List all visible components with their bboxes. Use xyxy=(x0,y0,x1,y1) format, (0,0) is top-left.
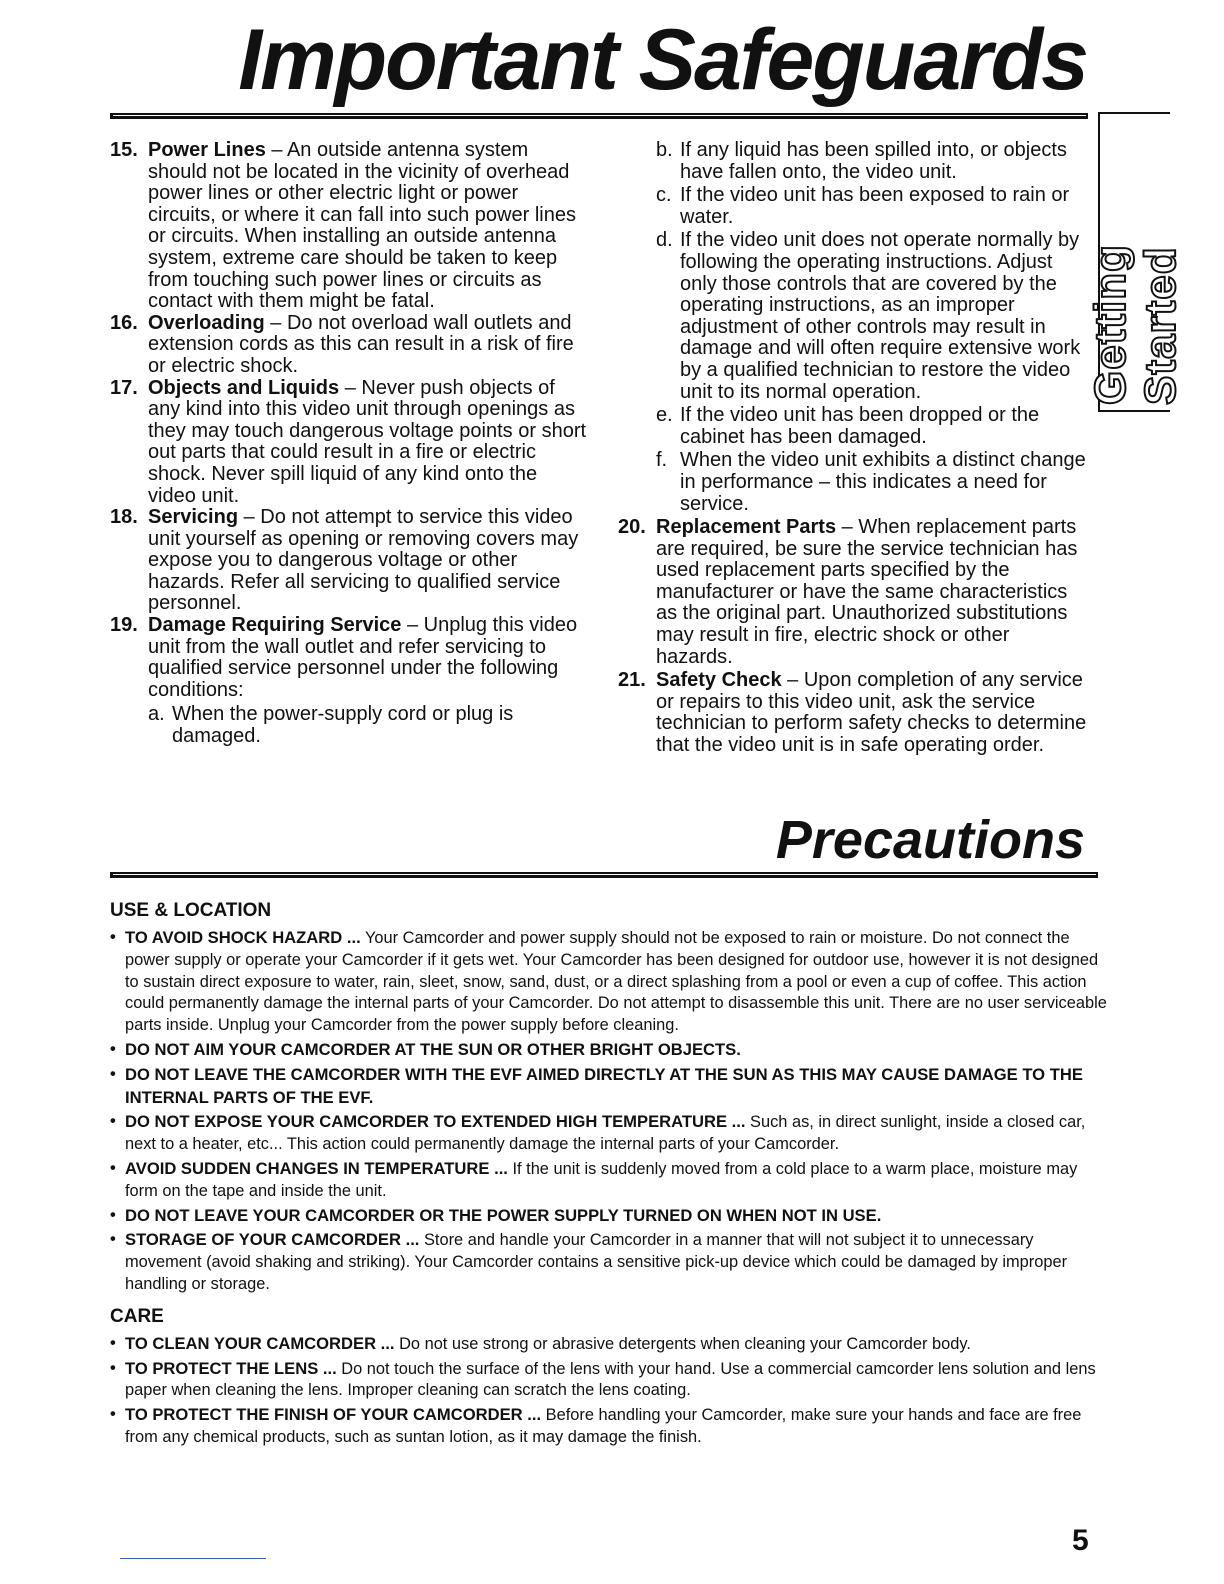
item-text: – When replacement parts are required, be sure the service technician has used replacement parts specified by the manufacturer or have the same characteristics as the original part. Unauthorized substitutions may result in fire, electric shock or other hazards. xyxy=(656,516,1078,668)
precaution-item xyxy=(110,1111,1110,1156)
safeguard-item-21 xyxy=(618,670,1090,756)
section-tab-label: Getting Started xyxy=(1086,244,1185,405)
precaution-item xyxy=(110,1229,1110,1295)
precaution-title: TO PROTECT THE FINISH OF YOUR CAMCORDER ... xyxy=(125,1405,542,1425)
condition-text: If the video unit does not operate normally by following the operating instructions. Adjust only those controls that are covered by the operating instructions, as an improper adjustment of other controls may result in damage and will often require extensive work by a qualified technician to restore the video unit to its normal operation. xyxy=(680,229,1081,403)
condition-letter: a. xyxy=(148,703,165,726)
safeguard-item-16 xyxy=(110,313,590,378)
precaution-text: Before handling your Camcorder, make sure your hands and face are free from any chemical products, such as suntan lotion, as it may damage the finish. xyxy=(125,1406,1082,1446)
safeguard-item-19 xyxy=(110,615,590,748)
precaution-item xyxy=(110,1064,1110,1110)
condition-text: If the video unit has been dropped or the cabinet has been damaged. xyxy=(680,404,1040,448)
use-location-heading: USE & LOCATION xyxy=(110,900,272,921)
bullet-icon: • xyxy=(110,1112,116,1131)
item-heading: Overloading xyxy=(148,311,265,334)
item-number: 19. xyxy=(110,614,138,637)
item-text: – Unplug this video unit from the wall outlet and refer servicing to qualified service personnel under the following conditions: xyxy=(148,614,578,701)
title-rule xyxy=(110,113,1088,119)
precaution-text: Do not use strong or abrasive detergents when cleaning your Camcorder body. xyxy=(394,1334,971,1353)
item-heading: Replacement Parts xyxy=(656,516,837,539)
precaution-item xyxy=(110,1158,1110,1203)
precaution-title: DO NOT AIM YOUR CAMCORDER AT THE SUN OR OTHER BRIGHT OBJECTS. xyxy=(125,1039,741,1059)
bullet-icon: • xyxy=(110,1064,116,1083)
precaution-item xyxy=(110,1039,1110,1062)
bullet-icon: • xyxy=(110,1333,116,1352)
bullet-icon: • xyxy=(110,1205,116,1224)
bullet-icon: • xyxy=(110,1230,116,1249)
item-number: 17. xyxy=(110,376,138,399)
safeguard-item-17 xyxy=(110,378,590,508)
condition-text: If the video unit has been exposed to rain or water. xyxy=(680,184,1070,228)
precaution-item xyxy=(110,1333,1110,1356)
safeguard-item-15 xyxy=(110,140,590,313)
precaution-text: If the unit is suddenly moved from a cold place to a warm place, moisture may form on the tape and inside the unit. xyxy=(125,1159,1078,1200)
precautions-section xyxy=(110,898,1110,1451)
precaution-title: TO PROTECT THE LENS ... xyxy=(125,1358,337,1378)
safeguards-left-column xyxy=(110,140,590,748)
condition-b xyxy=(656,140,1090,183)
item-heading: Power Lines xyxy=(148,139,266,161)
condition-text: If any liquid has been spilled into, or objects have fallen onto, the video unit. xyxy=(680,139,1067,183)
item-heading: Servicing xyxy=(148,506,239,529)
precaution-title: DO NOT LEAVE THE CAMCORDER WITH THE EVF AIMED DIRECTLY AT THE SUN AS THIS MAY CAUSE DAMAGE TO THE INTERNAL PARTS OF THE EVF. xyxy=(125,1064,1083,1107)
precautions-rule xyxy=(110,872,1098,878)
item-number: 16. xyxy=(110,311,138,334)
item-number: 15. xyxy=(110,139,138,161)
bullet-icon: • xyxy=(110,1405,116,1424)
care-heading: CARE xyxy=(110,1305,164,1327)
precaution-title: TO CLEAN YOUR CAMCORDER ... xyxy=(125,1333,395,1353)
condition-c xyxy=(656,185,1090,228)
bullet-icon: • xyxy=(110,1158,116,1177)
precaution-title: DO NOT LEAVE YOUR CAMCORDER OR THE POWER SUPPLY TURNED ON WHEN NOT IN USE. xyxy=(125,1205,882,1225)
bullet-icon: • xyxy=(110,1039,116,1058)
item-number: 20. xyxy=(618,516,646,539)
item-text: – Do not attempt to service this video unit yourself as opening or removing covers may expose you to dangerous voltage or other hazards. Refer all servicing to qualified service personnel. xyxy=(148,506,579,615)
item-text: – Never push objects of any kind into this video unit through openings as they may touch dangerous voltage points or short out parts that could result in a fire or electric shock. Never spill liquid of any kind onto the video unit. xyxy=(148,376,587,507)
condition-letter: e. xyxy=(656,404,673,427)
condition-text: When the video unit exhibits a distinct change in performance – this indicates a need for service. xyxy=(680,449,1086,515)
item-heading: Safety Check xyxy=(656,669,782,692)
condition-letter: b. xyxy=(656,139,673,161)
condition-text: When the power-supply cord or plug is damaged. xyxy=(172,703,514,748)
condition-a xyxy=(148,704,590,747)
condition-letter: c. xyxy=(656,184,672,207)
safeguard-item-20 xyxy=(618,517,1090,668)
precaution-text: Do not touch the surface of the lens with your hand. Use a commercial camcorder lens solution and lens paper when cleaning the lens. Improper cleaning can scratch the lens coating. xyxy=(125,1359,1096,1400)
page-title: Important Safeguards xyxy=(238,12,1087,108)
safeguard-item-18 xyxy=(110,507,590,615)
item-number: 21. xyxy=(618,669,646,692)
condition-d xyxy=(656,230,1090,403)
precautions-title: Precautions xyxy=(775,810,1085,870)
precaution-title: AVOID SUDDEN CHANGES IN TEMPERATURE ... xyxy=(125,1158,508,1178)
precaution-title: TO AVOID SHOCK HAZARD ... xyxy=(125,928,361,947)
precaution-text: Your Camcorder and power supply should not be exposed to rain or moisture. Do not connect the power supply or operate your Camcorder if it gets wet. Your Camcorder has been designed for outdoor use, however it is not designed to sustain direct exposure to water, rain, sleet, snow, sand, dust, or a direct splashing from a pool or even a cup of coffee. This action could permanently damage the internal parts of your Camcorder. Do not attempt to disassemble this unit. There are no user serviceable parts inside. Unplug your Camcorder from the power supply before cleaning. xyxy=(125,929,1107,1035)
precaution-item xyxy=(110,1358,1110,1403)
item-heading: Damage Requiring Service xyxy=(148,614,402,637)
condition-f xyxy=(656,450,1090,515)
condition-letter: d. xyxy=(656,229,673,252)
precaution-text: Such as, in direct sunlight, inside a closed car, next to a heater, etc... This action could permanently damage the internal parts of your Camcorder. xyxy=(125,1113,1086,1154)
precaution-title: DO NOT EXPOSE YOUR CAMCORDER TO EXTENDED HIGH TEMPERATURE ... xyxy=(125,1112,746,1132)
precaution-title: STORAGE OF YOUR CAMCORDER ... xyxy=(125,1230,420,1250)
precaution-item xyxy=(110,927,1110,1037)
precaution-item xyxy=(110,1404,1110,1449)
precaution-item xyxy=(110,1205,1110,1228)
bullet-icon: • xyxy=(110,1358,116,1377)
condition-letter: f. xyxy=(656,449,668,472)
item-text: – An outside antenna system should not be located in the vicinity of overhead power lines or other electric light or power circuits, or where it can fall into such power lines or circuits. When installing an outside antenna system, extreme care should be taken to keep from touching such power lines or circuits as contact with them might be fatal. xyxy=(148,139,576,313)
item-text: – Upon completion of any service or repairs to this video unit, ask the service technician to perform safety checks to determine that the video unit is in safe operating order. xyxy=(656,669,1087,757)
footer-line xyxy=(120,1558,266,1559)
condition-e xyxy=(656,405,1090,448)
safeguards-right-column xyxy=(618,140,1090,757)
item-heading: Objects and Liquids xyxy=(148,376,340,399)
item-text: – Do not overload wall outlets and extension cords as this can result in a risk of fire or electric shock. xyxy=(148,311,574,377)
item-number: 18. xyxy=(110,506,138,529)
page-number: 5 xyxy=(1072,1524,1089,1557)
bullet-icon: • xyxy=(110,928,116,946)
precaution-text: Store and handle your Camcorder in a manner that will not subject it to unnecessary movement (avoid shaking and striking). Your Camcorder contains a sensitive pick-up device which could be damaged by improper handling or storage. xyxy=(125,1231,1068,1293)
